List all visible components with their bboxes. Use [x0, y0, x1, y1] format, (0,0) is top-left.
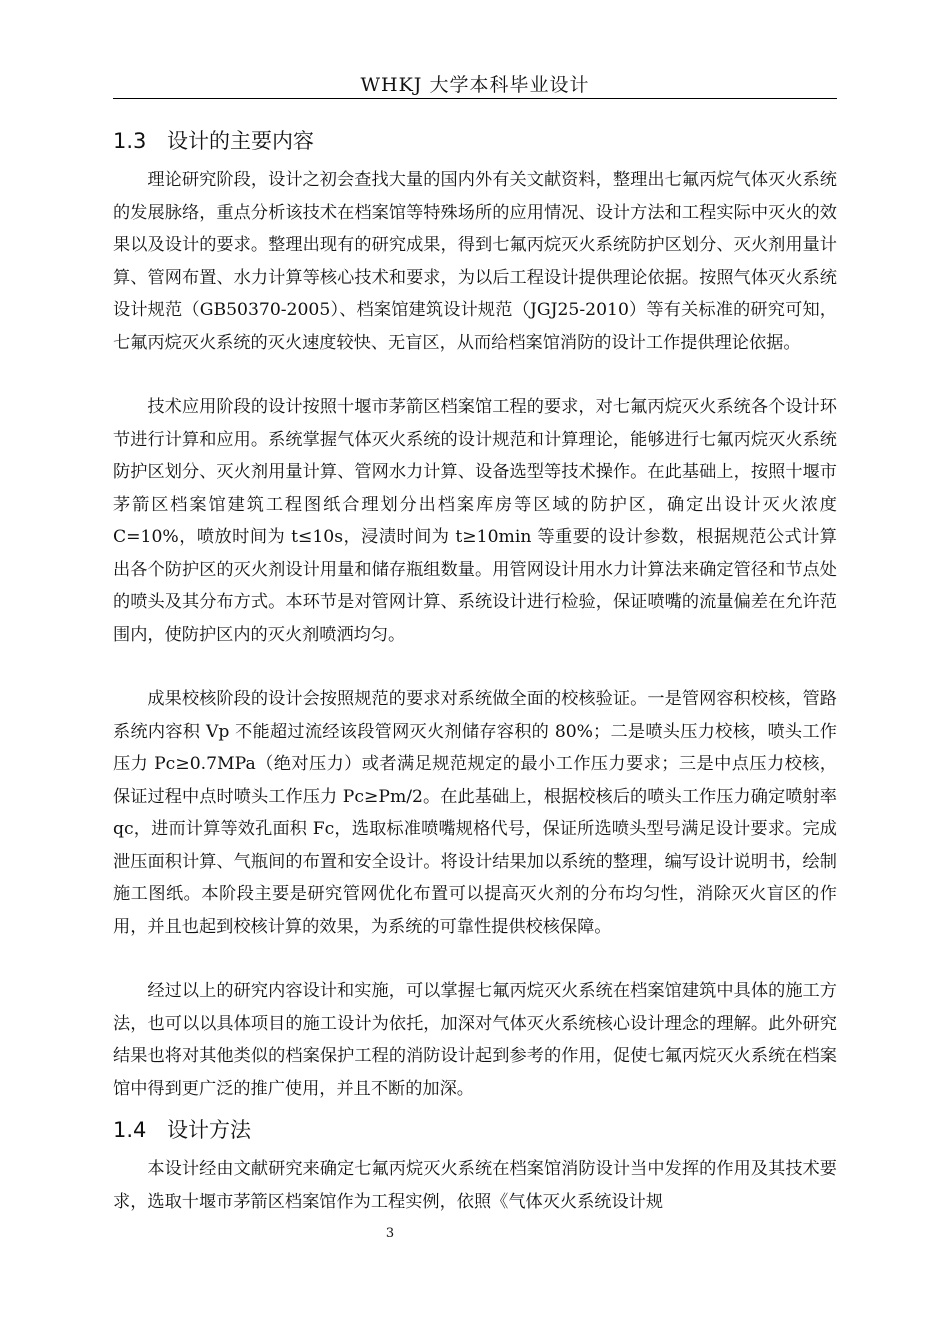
section-heading-1-4 [113, 1115, 251, 1145]
paragraph: 经过以上的研究内容设计和实施，可以掌握七氟丙烷灭火系统在档案馆建筑中具体的施工方法，也可以以具体项目的施工设计为依托，加深对气体灭火系统核心设计理念的理解。此外研究结果也将对其他类似的档案保护工程的消防设计起到参考的作用，促使七氟丙烷灭火系统在档案馆中得到更广泛的推广使用，并且不断的加深。 [113, 981, 837, 1099]
paragraph: 成果校核阶段的设计会按照规范的要求对系统做全面的校核验证。一是管网容积校核，管路系统内容积 Vp 不能超过流经该段管网灭火剂储存容积的 80%；二是喷头压力校核，喷头工作压力 Pc≥0.7MPa（绝对压力）或者满足规范规定的最小工作压力要求；三是中点压力校核，保证过程中点时喷头工作压力 Pc≥Pm/2。在此基础上，根据校核后的喷头工作压力确定喷射率 qc，进而计算等效孔面积 Fc，选取标准喷嘴规格代号，保证所选喷头型号满足设计要求。完成泄压面积计算、气瓶间的布置和安全设计。将设计结果加以系统的整理，编写设计说明书，绘制施工图纸。本阶段主要是研究管网优化布置可以提高灭火剂的分布均匀性，消除灭火盲区的作用，并且也起到校核计算的效果，为系统的可靠性提供校核保障。 [113, 689, 837, 937]
section-heading-1-3 [113, 126, 314, 156]
section-number: 1.3 [113, 129, 147, 153]
running-header: WHKJ 大学本科毕业设计 [360, 74, 590, 96]
header-divider [113, 98, 837, 99]
section-number: 1.4 [113, 1118, 147, 1142]
section-title: 设计方法 [167, 1118, 251, 1142]
paragraph: 技术应用阶段的设计按照十堰市茅箭区档案馆工程的要求，对七氟丙烷灭火系统各个设计环节进行计算和应用。系统掌握气体灭火系统的设计规范和计算理论，能够进行七氟丙烷灭火系统防护区划分、灭火剂用量计算、管网水力计算、设备选型等技术操作。在此基础上，按照十堰市茅箭区档案馆建筑工程图纸合理划分出档案库房等区域的防护区，确定出设计灭火浓度 C=10%，喷放时间为 t≤10s，浸渍时间为 t≥10min 等重要的设计参数，根据规范公式计算出各个防护区的灭火剂设计用量和储存瓶组数量。用管网设计用水力计算法来确定管径和节点处的喷头及其分布方式。本环节是对管网计算、系统设计进行检验，保证喷嘴的流量偏差在允许范围内，使防护区内的灭火剂喷洒均匀。 [113, 397, 837, 645]
paragraph: 本设计经由文献研究来确定七氟丙烷灭火系统在档案馆消防设计当中发挥的作用及其技术要求，选取十堰市茅箭区档案馆作为工程实例，依照《气体灭火系统设计规 [113, 1159, 837, 1212]
paragraph: 理论研究阶段，设计之初会查找大量的国内外有关文献资料，整理出七氟丙烷气体灭火系统的发展脉络，重点分析该技术在档案馆等特殊场所的应用情况、设计方法和工程实际中灭火的效果以及设计的要求。整理出现有的研究成果，得到七氟丙烷灭火系统防护区划分、灭火剂用量计算、管网布置、水力计算等核心技术和要求，为以后工程设计提供理论依据。按照气体灭火系统设计规范（GB50370-2005）、档案馆建筑设计规范（JGJ25-2010）等有关标准的研究可知，七氟丙烷灭火系统的灭火速度较快、无盲区，从而给档案馆消防的设计工作提供理论依据。 [113, 170, 837, 353]
page-number: 3 [385, 1226, 395, 1241]
section-title: 设计的主要内容 [167, 129, 314, 153]
